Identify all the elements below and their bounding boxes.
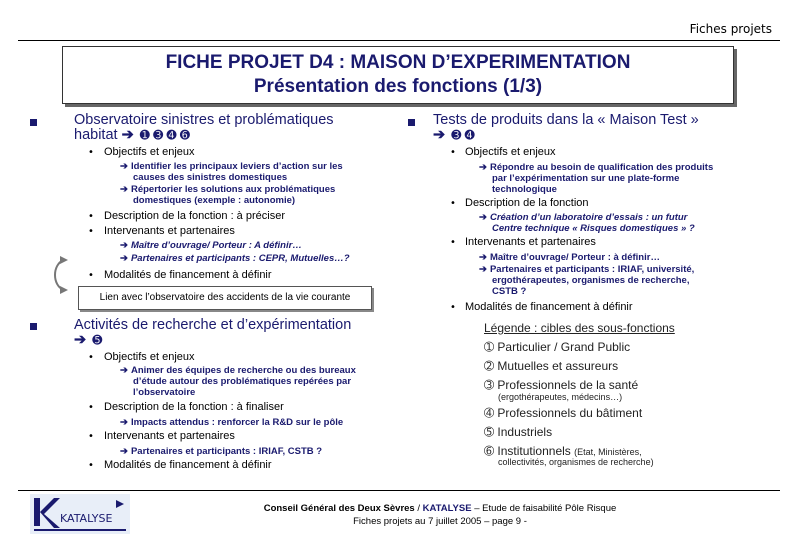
- item-objectifs: Objectifs et enjeux: [104, 146, 195, 158]
- legend-title: Légende : cibles des sous-fonctions: [484, 321, 675, 335]
- sub-intervenant-2: ➔ Partenaires et participants : IRIAF, université, ergothérapeutes, organismes de recherche, CSTB ?: [479, 264, 695, 297]
- sub-intervenant-1: ➔ Maître d’ouvrage/ Porteur : A définir…: [120, 240, 302, 251]
- item-objectifs: Objectifs et enjeux: [104, 351, 195, 363]
- arrow-icon: ➔: [120, 240, 128, 251]
- targets-label: ➊ ➌ ➍ ➏: [139, 128, 190, 142]
- targets-label: ➌ ➍: [451, 128, 475, 142]
- item-intervenants: Intervenants et partenaires: [465, 236, 596, 248]
- item-financement: Modalités de financement à définir: [104, 459, 272, 471]
- header-divider: [18, 40, 780, 41]
- bullet-dot: •: [88, 270, 94, 281]
- section-bullet: [30, 119, 37, 126]
- arrow-icon: ➔: [120, 365, 128, 376]
- legend-entry: ➁ Mutuelles et assureurs: [484, 359, 619, 373]
- header-label: Fiches projets: [689, 22, 772, 36]
- item-description: Description de la fonction: [465, 197, 589, 209]
- sub-objectif-1: ➔ Identifier les principaux leviers d’action sur les causes des sinistres domestiques: [120, 161, 343, 183]
- arrow-icon: ➔: [479, 162, 487, 173]
- arrow-icon: ➔: [120, 253, 128, 264]
- page-subtitle: Présentation des fonctions (1/3): [253, 76, 543, 97]
- footer-line2: Fiches projets au 7 juillet 2005 – page 9 -: [353, 516, 527, 527]
- item-description: Description de la fonction : à préciser: [104, 210, 285, 222]
- cycle-arrow-icon: [48, 256, 70, 296]
- section-bullet: [30, 323, 37, 330]
- bullet-dot: •: [450, 147, 456, 158]
- section-bullet: [408, 119, 415, 126]
- targets-label: ➎: [92, 333, 103, 347]
- item-intervenants: Intervenants et partenaires: [104, 430, 235, 442]
- section-tests-title: [433, 113, 753, 143]
- sub-description: ➔ Création d’un laboratoire d’essais : un futur Centre technique « Risques domestiques » ?: [479, 212, 695, 234]
- item-financement: Modalités de financement à définir: [104, 269, 272, 281]
- legend-entry: ➀ Particulier / Grand Public: [484, 340, 631, 354]
- link-box: Lien avec l’observatoire des accidents de la vie courante: [78, 286, 372, 310]
- bullet-dot: •: [88, 226, 94, 237]
- arrow-icon: ➔: [120, 184, 128, 195]
- bullet-dot: •: [88, 147, 94, 158]
- arrow-icon: ➔: [121, 127, 134, 143]
- sub-intervenant: ➔ Partenaires et participants : IRIAF, CSTB ?: [120, 446, 323, 457]
- bullet-dot: •: [450, 302, 456, 313]
- title-box: [62, 46, 734, 104]
- sub-intervenant-2: ➔ Partenaires et participants : CEPR, Mutuelles…?: [120, 253, 350, 264]
- section-title-line1: Observatoire sinistres et problématiques: [74, 112, 334, 128]
- bullet-dot: •: [450, 198, 456, 209]
- sub-objectif: ➔ Répondre au besoin de qualification des produits par l’expérimentation sur une plate-forme technologique: [479, 162, 714, 195]
- arrow-icon: ➔: [433, 127, 446, 143]
- sub-objectif-2: ➔ Répertorier les solutions aux problématiques domestiques (exemple : autonomie): [120, 184, 336, 206]
- sub-intervenant-1: ➔ Maître d’ouvrage/ Porteur : à définir…: [479, 252, 660, 263]
- item-financement: Modalités de financement à définir: [465, 301, 633, 313]
- legend-entry: ➄ Industriels: [484, 425, 553, 439]
- item-description: Description de la fonction : à finaliser: [104, 401, 284, 413]
- arrow-icon: ➔: [120, 446, 128, 457]
- bullet-dot: •: [88, 431, 94, 442]
- footer-line1: Conseil Général des Deux Sèvres / KATALYSE – Etude de faisabilité Pôle Risque: [263, 503, 617, 514]
- legend-entry: ➅ Institutionnels (Etat, Ministères,: [484, 444, 642, 458]
- arrow-icon: ➔: [120, 161, 128, 172]
- bullet-dot: •: [88, 460, 94, 471]
- arrow-icon: ➔: [74, 332, 87, 348]
- legend-entry: ➂ Professionnels de la santé: [484, 378, 639, 392]
- legend-note: collectivités, organismes de recherche): [498, 457, 654, 467]
- bullet-dot: •: [88, 211, 94, 222]
- footer-divider: [18, 490, 780, 491]
- sub-description: ➔ Impacts attendus : renforcer la R&D sur le pôle: [120, 417, 344, 428]
- sub-objectif: ➔ Animer des équipes de recherche ou des bureaux d’étude autour des problématiques repérées par l’observatoire: [120, 365, 356, 398]
- bullet-dot: •: [88, 402, 94, 413]
- page-title: FICHE PROJET D4 : MAISON D’EXPERIMENTATION: [165, 52, 631, 73]
- section-title-line2: habitat: [74, 127, 118, 143]
- section-title-line1: Activités de recherche et d’expérimentation: [74, 317, 352, 333]
- katalyse-logo: [30, 494, 130, 534]
- bullet-dot: •: [450, 237, 456, 248]
- bullet-dot: •: [88, 352, 94, 363]
- logo-text: KATALYSE: [60, 512, 113, 525]
- arrow-icon: ➔: [120, 417, 128, 428]
- legend-note: (ergothérapeutes, médecins…): [498, 392, 623, 402]
- arrow-icon: ➔: [479, 252, 487, 263]
- arrow-icon: ➔: [479, 212, 487, 223]
- arrow-icon: ➔: [479, 264, 487, 275]
- section-recherche-title: [74, 318, 404, 348]
- legend-entry: ➃ Professionnels du bâtiment: [484, 406, 643, 420]
- item-intervenants: Intervenants et partenaires: [104, 225, 235, 237]
- section-title-line1: Tests de produits dans la « Maison Test »: [433, 112, 699, 128]
- item-objectifs: Objectifs et enjeux: [465, 146, 556, 158]
- section-observatoire-title: [74, 113, 394, 143]
